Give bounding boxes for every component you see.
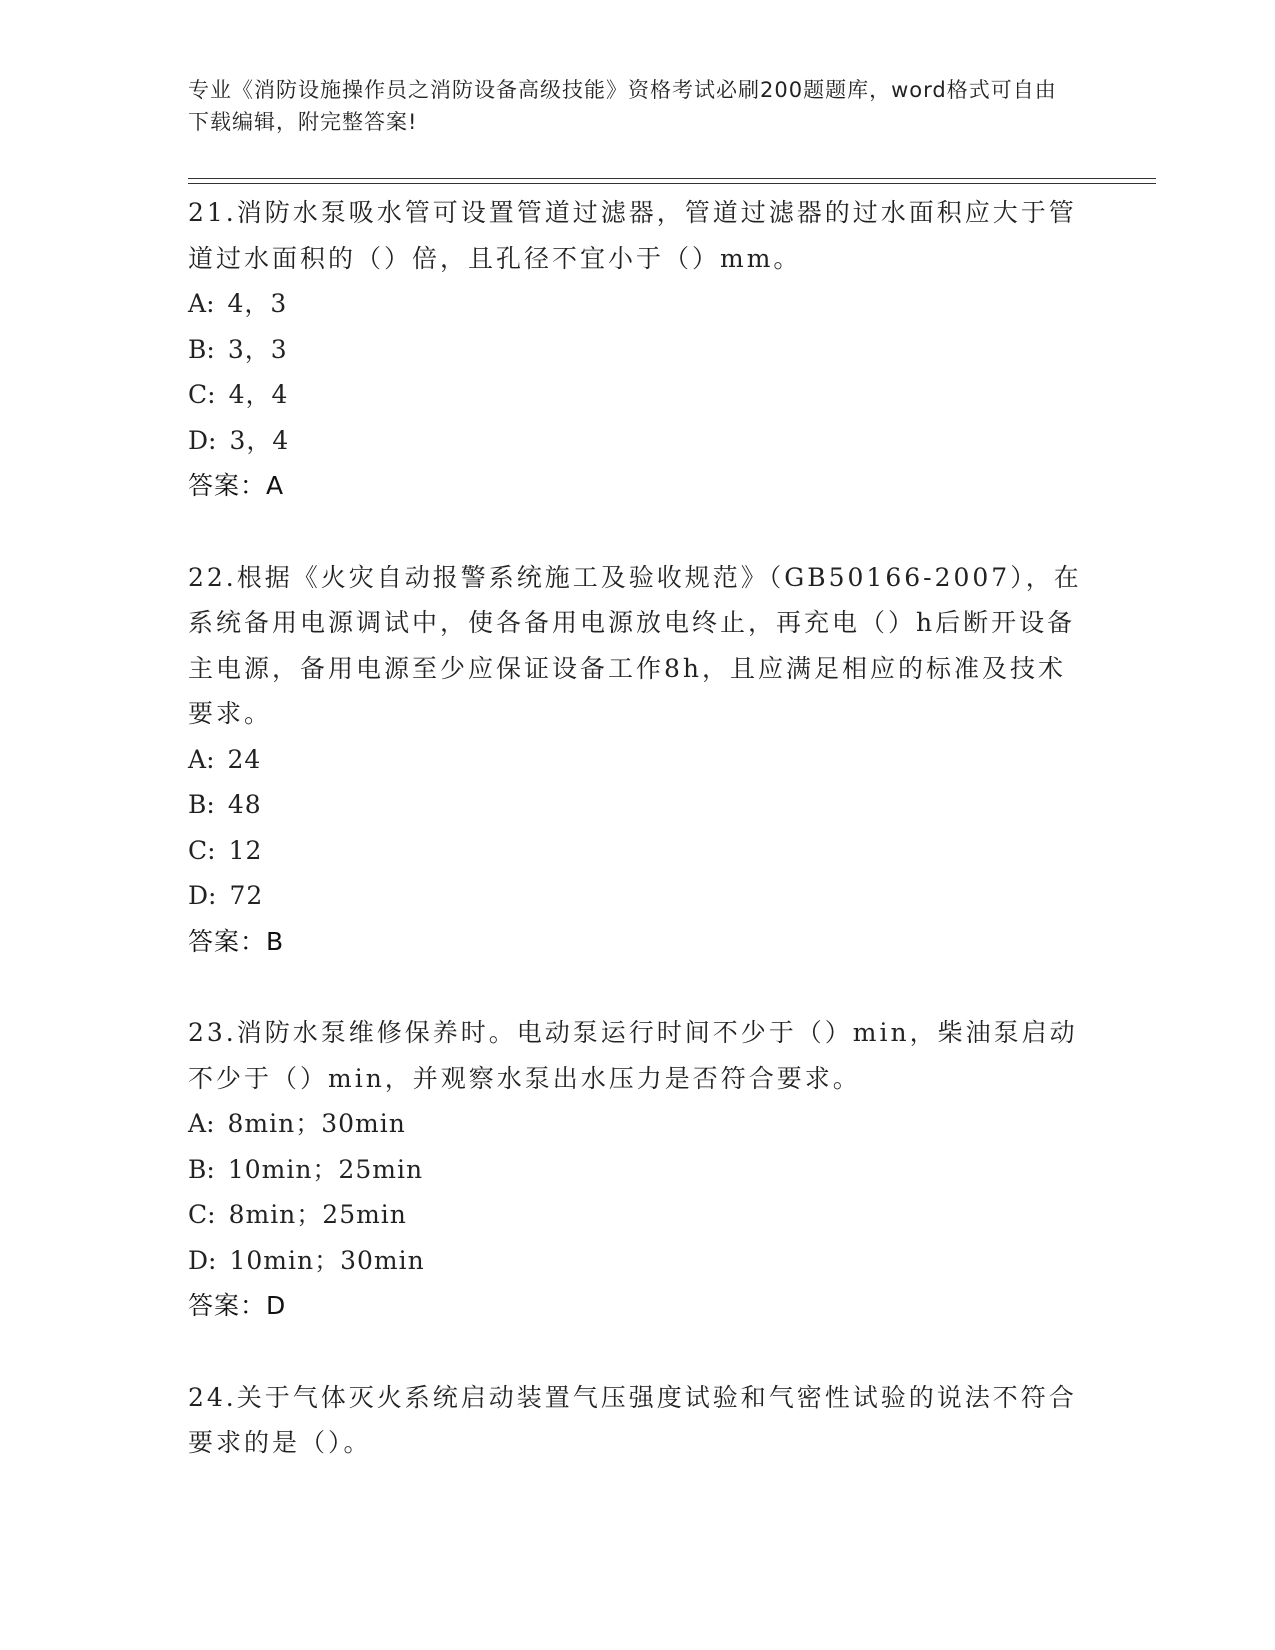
question-24 bbox=[188, 1375, 1088, 1466]
option-text: 4，3 bbox=[227, 289, 288, 318]
question-stem: 23.消防水泵维修保养时。电动泵运行时间不少于（）min，柴油泵启动不少于（）min，并观察水泵出水压力是否符合要求。 bbox=[188, 1018, 1078, 1093]
option-a: A: 4，3 bbox=[188, 289, 288, 318]
answer-line: 答案：A bbox=[188, 471, 285, 500]
option-c: C: 4，4 bbox=[188, 380, 289, 409]
option-b: B: 10min；25min bbox=[188, 1154, 424, 1184]
option-key: B bbox=[188, 334, 207, 364]
question-list bbox=[188, 190, 1088, 1512]
option-text: 3，3 bbox=[227, 334, 288, 364]
option-a: A: 8min；30min bbox=[188, 1109, 406, 1138]
header-divider-bottom bbox=[188, 183, 1156, 184]
option-key: C bbox=[188, 380, 208, 409]
option-key: B bbox=[188, 790, 207, 819]
option-key: D bbox=[188, 881, 209, 910]
option-d: D: 10min；30min bbox=[188, 1245, 425, 1275]
option-key: A bbox=[188, 744, 207, 774]
option-key: A bbox=[188, 289, 207, 318]
question-21 bbox=[188, 190, 1088, 509]
option-d: D: 72 bbox=[188, 881, 264, 910]
option-b: B: 48 bbox=[188, 790, 262, 819]
option-text: 24 bbox=[227, 744, 262, 774]
question-stem: 24.关于气体灭火系统启动装置气压强度试验和气密性试验的说法不符合要求的是（）。 bbox=[188, 1382, 1077, 1457]
question-stem: 21.消防水泵吸水管可设置管道过滤器，管道过滤器的过水面积应大于管道过水面积的（）倍，且孔径不宜小于（）mm。 bbox=[188, 198, 1077, 273]
option-text: 8min；25min bbox=[228, 1200, 407, 1229]
option-key: D bbox=[188, 425, 209, 455]
option-text: 8min；30min bbox=[227, 1109, 406, 1138]
question-22 bbox=[188, 555, 1088, 965]
option-text: 10min；30min bbox=[229, 1245, 425, 1275]
question-23 bbox=[188, 1010, 1088, 1329]
option-a: A: 24 bbox=[188, 744, 262, 774]
option-text: 3，4 bbox=[229, 425, 290, 455]
header-divider-top bbox=[188, 178, 1156, 179]
answer-line: 答案：B bbox=[188, 926, 285, 956]
option-key: B bbox=[188, 1154, 207, 1184]
option-key: C bbox=[188, 835, 208, 865]
option-c: C: 12 bbox=[188, 835, 263, 865]
option-text: 10min；25min bbox=[227, 1154, 424, 1184]
option-text: 4，4 bbox=[228, 380, 289, 409]
document-header: 专业《消防设施操作员之消防设备高级技能》资格考试必刷200题题库，word格式可自由下载编辑，附完整答案! bbox=[188, 78, 1057, 134]
option-text: 48 bbox=[227, 790, 262, 819]
answer-line: 答案：D bbox=[188, 1291, 287, 1320]
option-key: A bbox=[188, 1109, 207, 1138]
option-key: C bbox=[188, 1200, 208, 1229]
option-c: C: 8min；25min bbox=[188, 1200, 407, 1229]
option-text: 12 bbox=[228, 835, 263, 865]
question-stem: 22.根据《火灾自动报警系统施工及验收规范》（GB50166-2007），在系统备用电源调试中，使各备用电源放电终止，再充电（）h后断开设备主电源，备用电源至少应保证设备工作8h，且应满足相应的标准及技术要求。 bbox=[188, 562, 1082, 728]
option-d: D: 3，4 bbox=[188, 425, 290, 455]
option-b: B: 3，3 bbox=[188, 334, 288, 364]
option-key: D bbox=[188, 1245, 209, 1275]
option-text: 72 bbox=[229, 881, 264, 910]
